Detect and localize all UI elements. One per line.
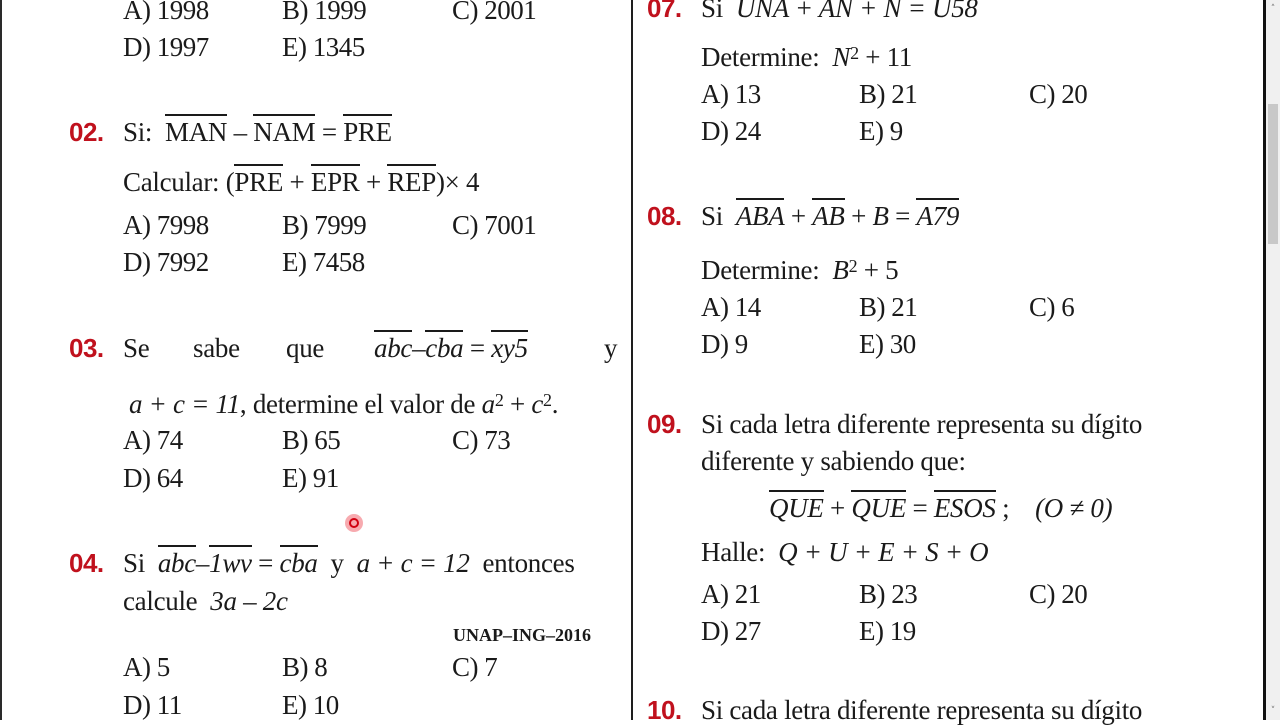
- q09-option-d: D) 27: [701, 616, 761, 646]
- q08-option-a: A) 14: [701, 292, 761, 322]
- q07-option-b: B) 21: [859, 79, 918, 109]
- q08-number: 08.: [647, 201, 682, 231]
- q08-option-b: B) 21: [859, 292, 918, 322]
- vertical-scrollbar[interactable]: [1266, 0, 1280, 720]
- q01-option-c: C) 2001: [452, 0, 537, 25]
- q09-line-1: Si cada letra diferente representa su dígito: [701, 409, 1143, 439]
- q03-option-a: A) 74: [123, 425, 183, 455]
- q07-determine: Determine: $N^2 + 11$: [701, 42, 913, 72]
- q01-option-b: B) 1999: [282, 0, 367, 25]
- q03-equation: abc–cba = xy5: [374, 332, 528, 364]
- q07-option-a: A) 13: [701, 79, 761, 109]
- q03-condition: a + c = 11, determine el valor de $a^2 + c^2$.: [129, 389, 559, 419]
- q02-calculate: Calcular: (PRE + EPR + REP)× 4: [123, 166, 479, 198]
- q09-number: 09.: [647, 409, 682, 439]
- q04-option-e: E) 10: [282, 690, 339, 720]
- q02-option-a: A) 7998: [123, 210, 209, 240]
- q07-option-d: D) 24: [701, 116, 761, 146]
- q07-number: 07.: [647, 0, 682, 23]
- q03-option-c: C) 73: [452, 425, 511, 455]
- q04-number: 04.: [69, 548, 104, 578]
- q02-statement: Si: MAN – NAM = PRE: [123, 116, 392, 148]
- page-left-border: [0, 0, 2, 720]
- q09-line-2: diferente y sabiendo que:: [701, 446, 966, 476]
- mouse-cursor-indicator: [345, 514, 363, 532]
- q09-option-a: A) 21: [701, 579, 761, 609]
- q03-word-3: que: [286, 333, 325, 363]
- q02-option-d: D) 7992: [123, 247, 209, 277]
- scrollbar-thumb[interactable]: [1268, 104, 1278, 244]
- column-divider: [631, 0, 633, 720]
- q09-option-e: E) 19: [859, 616, 916, 646]
- q03-option-e: E) 91: [282, 463, 339, 493]
- q08-determine: Determine: $B^2 + 5$: [701, 255, 899, 285]
- q08-option-c: C) 6: [1029, 292, 1075, 322]
- q02-number: 02.: [69, 117, 104, 147]
- q01-option-e: E) 1345: [282, 32, 365, 62]
- q07-statement: Si UNA + AN + N = U58: [701, 0, 978, 23]
- q09-equation: QUE + QUE = ESOS ; (O ≠ 0): [769, 492, 1112, 524]
- q04-source-tag: UNAP–ING–2016: [453, 625, 591, 645]
- q09-find: Halle: Q + U + E + S + O: [701, 537, 989, 567]
- q10-line-1: Si cada letra diferente representa su dígito: [701, 695, 1143, 725]
- q09-option-c: C) 20: [1029, 579, 1088, 609]
- q04-statement: Si abc–1wv = cba y a + c = 12 entonces: [123, 547, 575, 579]
- q02-option-b: B) 7999: [282, 210, 367, 240]
- q03-option-d: D) 64: [123, 463, 183, 493]
- q01-option-a: A) 1998: [123, 0, 209, 25]
- q08-statement: Si ABA + AB + B = A79: [701, 200, 959, 232]
- q03-number: 03.: [69, 333, 104, 363]
- q10-number: 10.: [647, 695, 682, 725]
- scroll-down-arrow-icon[interactable]: ˅: [1270, 706, 1276, 716]
- q03-word-2: sabe: [193, 333, 240, 363]
- q02-option-c: C) 7001: [452, 210, 537, 240]
- q07-option-c: C) 20: [1029, 79, 1088, 109]
- q03-option-b: B) 65: [282, 425, 341, 455]
- q03-word-1: Se: [123, 333, 150, 363]
- q04-option-b: B) 8: [282, 652, 328, 682]
- scroll-up-arrow-icon[interactable]: ˄: [1270, 4, 1276, 14]
- q08-option-e: E) 30: [859, 329, 916, 359]
- q04-calculate: calcule 3a – 2c: [123, 586, 288, 616]
- q07-option-e: E) 9: [859, 116, 903, 146]
- q04-option-d: D) 11: [123, 690, 182, 720]
- q08-option-d: D) 9: [701, 329, 748, 359]
- q03-conjunction: y: [604, 333, 618, 363]
- q04-option-a: A) 5: [123, 652, 170, 682]
- q04-option-c: C) 7: [452, 652, 498, 682]
- q09-option-b: B) 23: [859, 579, 918, 609]
- q01-option-d: D) 1997: [123, 32, 209, 62]
- q02-option-e: E) 7458: [282, 247, 365, 277]
